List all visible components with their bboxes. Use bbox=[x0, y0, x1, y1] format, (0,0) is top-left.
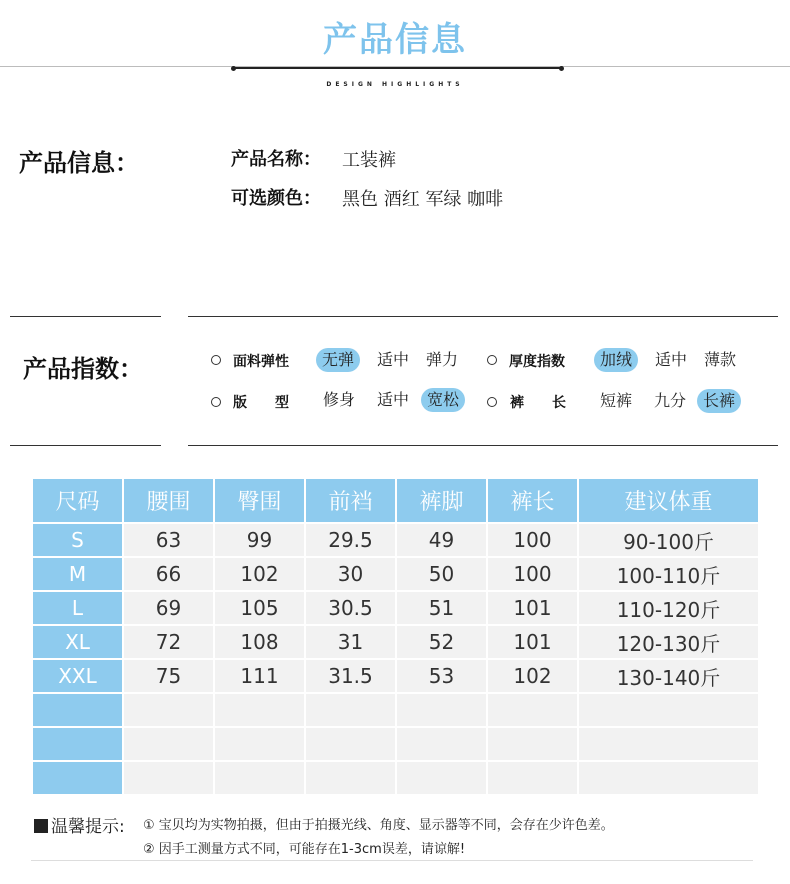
table-cell: 63 bbox=[124, 524, 213, 556]
table-cell: XXL bbox=[33, 660, 122, 692]
table-cell: 52 bbox=[397, 626, 486, 658]
table-row bbox=[33, 524, 758, 556]
table-cell: 105 bbox=[215, 592, 304, 624]
index-top-rule-right bbox=[188, 316, 778, 317]
option-length-2: 九分 bbox=[654, 391, 687, 410]
table-cell: 102 bbox=[488, 660, 577, 692]
option-thickness-2: 适中 bbox=[655, 350, 688, 369]
header-leg-opening: 裤脚 bbox=[397, 479, 486, 522]
header-front-rise: 前裆 bbox=[306, 479, 395, 522]
table-row bbox=[33, 558, 758, 590]
table-header-row bbox=[33, 479, 758, 522]
table-cell: 51 bbox=[397, 592, 486, 624]
header-pants-length: 裤长 bbox=[488, 479, 577, 522]
table-row bbox=[33, 592, 758, 624]
table-cell: S bbox=[33, 524, 122, 556]
index-top-rule-left bbox=[10, 316, 161, 317]
info-section-label: 产品信息： bbox=[19, 149, 139, 177]
color-options-value: 黑色 酒红 军绿 咖啡 bbox=[342, 189, 504, 210]
option-elasticity-1: 无弹 bbox=[316, 348, 360, 372]
product-name-key: 产品名称： bbox=[231, 149, 321, 170]
color-options-key: 可选颜色： bbox=[231, 188, 321, 209]
bottom-divider bbox=[31, 860, 753, 861]
option-fit-1: 修身 bbox=[323, 390, 356, 409]
index-bottom-rule-left bbox=[10, 445, 161, 446]
table-cell: 120-130斤 bbox=[579, 626, 758, 658]
tips-label-text: 温馨提示: bbox=[51, 817, 125, 837]
table-cell: 50 bbox=[397, 558, 486, 590]
index-key-fit: 版 型 bbox=[233, 395, 289, 411]
index-section-label: 产品指数： bbox=[23, 355, 143, 383]
empty-table-row bbox=[33, 728, 758, 760]
table-cell: 101 bbox=[488, 626, 577, 658]
index-bottom-rule-right bbox=[188, 445, 778, 446]
rule-dot-right bbox=[559, 66, 564, 71]
table-cell: 101 bbox=[488, 592, 577, 624]
tip-line-1: ① 宝贝均为实物拍摄，但由于拍摄光线、角度、显示器等不同，会存在少许色差。 bbox=[143, 818, 614, 833]
option-elasticity-2: 适中 bbox=[377, 350, 410, 369]
table-cell: 100 bbox=[488, 558, 577, 590]
size-table bbox=[31, 477, 760, 796]
title-accent-rule bbox=[234, 67, 562, 69]
table-cell: 31.5 bbox=[306, 660, 395, 692]
bullet-icon bbox=[211, 355, 221, 365]
table-cell: 100 bbox=[488, 524, 577, 556]
table-cell: 99 bbox=[215, 524, 304, 556]
table-cell: 66 bbox=[124, 558, 213, 590]
table-cell: XL bbox=[33, 626, 122, 658]
index-key-elasticity: 面料弹性 bbox=[233, 354, 289, 370]
table-cell: 111 bbox=[215, 660, 304, 692]
index-key-length: 裤 长 bbox=[510, 395, 566, 411]
table-row bbox=[33, 660, 758, 692]
option-thickness-3: 薄款 bbox=[704, 350, 737, 369]
tips-label bbox=[34, 812, 125, 837]
bullet-icon bbox=[487, 397, 497, 407]
header-hip: 臀围 bbox=[215, 479, 304, 522]
table-cell: 102 bbox=[215, 558, 304, 590]
option-length-1: 短裤 bbox=[600, 391, 633, 410]
table-cell: 30.5 bbox=[306, 592, 395, 624]
bullet-icon bbox=[487, 355, 497, 365]
table-cell: 53 bbox=[397, 660, 486, 692]
table-cell: 49 bbox=[397, 524, 486, 556]
option-fit-3: 宽松 bbox=[421, 388, 465, 412]
header-suggested-weight: 建议体重 bbox=[579, 479, 758, 522]
table-cell: 90-100斤 bbox=[579, 524, 758, 556]
option-length-3: 长裤 bbox=[697, 389, 741, 413]
empty-table-row bbox=[33, 762, 758, 794]
table-cell: 72 bbox=[124, 626, 213, 658]
table-row bbox=[33, 626, 758, 658]
table-cell: 108 bbox=[215, 626, 304, 658]
table-cell: 30 bbox=[306, 558, 395, 590]
table-cell: M bbox=[33, 558, 122, 590]
tip-line-2: ② 因手工测量方式不同，可能存在1-3cm误差，请谅解! bbox=[143, 842, 466, 857]
table-cell: 130-140斤 bbox=[579, 660, 758, 692]
table-cell: 100-110斤 bbox=[579, 558, 758, 590]
header-size: 尺码 bbox=[33, 479, 122, 522]
header-waist: 腰围 bbox=[124, 479, 213, 522]
square-icon bbox=[34, 819, 48, 833]
bullet-icon bbox=[211, 397, 221, 407]
table-cell: 31 bbox=[306, 626, 395, 658]
empty-table-row bbox=[33, 694, 758, 726]
option-elasticity-3: 弹力 bbox=[426, 350, 459, 369]
table-cell: 110-120斤 bbox=[579, 592, 758, 624]
table-cell: 29.5 bbox=[306, 524, 395, 556]
option-fit-2: 适中 bbox=[377, 390, 410, 409]
index-key-thickness: 厚度指数 bbox=[509, 354, 565, 370]
table-cell: L bbox=[33, 592, 122, 624]
table-cell: 69 bbox=[124, 592, 213, 624]
option-thickness-1: 加绒 bbox=[594, 348, 638, 372]
page-subtitle: DESIGN HIGHLIGHTS bbox=[326, 81, 464, 88]
product-name-value: 工装裤 bbox=[342, 150, 396, 171]
page-title: 产品信息 bbox=[323, 20, 467, 60]
rule-dot-left bbox=[231, 66, 236, 71]
table-cell: 75 bbox=[124, 660, 213, 692]
